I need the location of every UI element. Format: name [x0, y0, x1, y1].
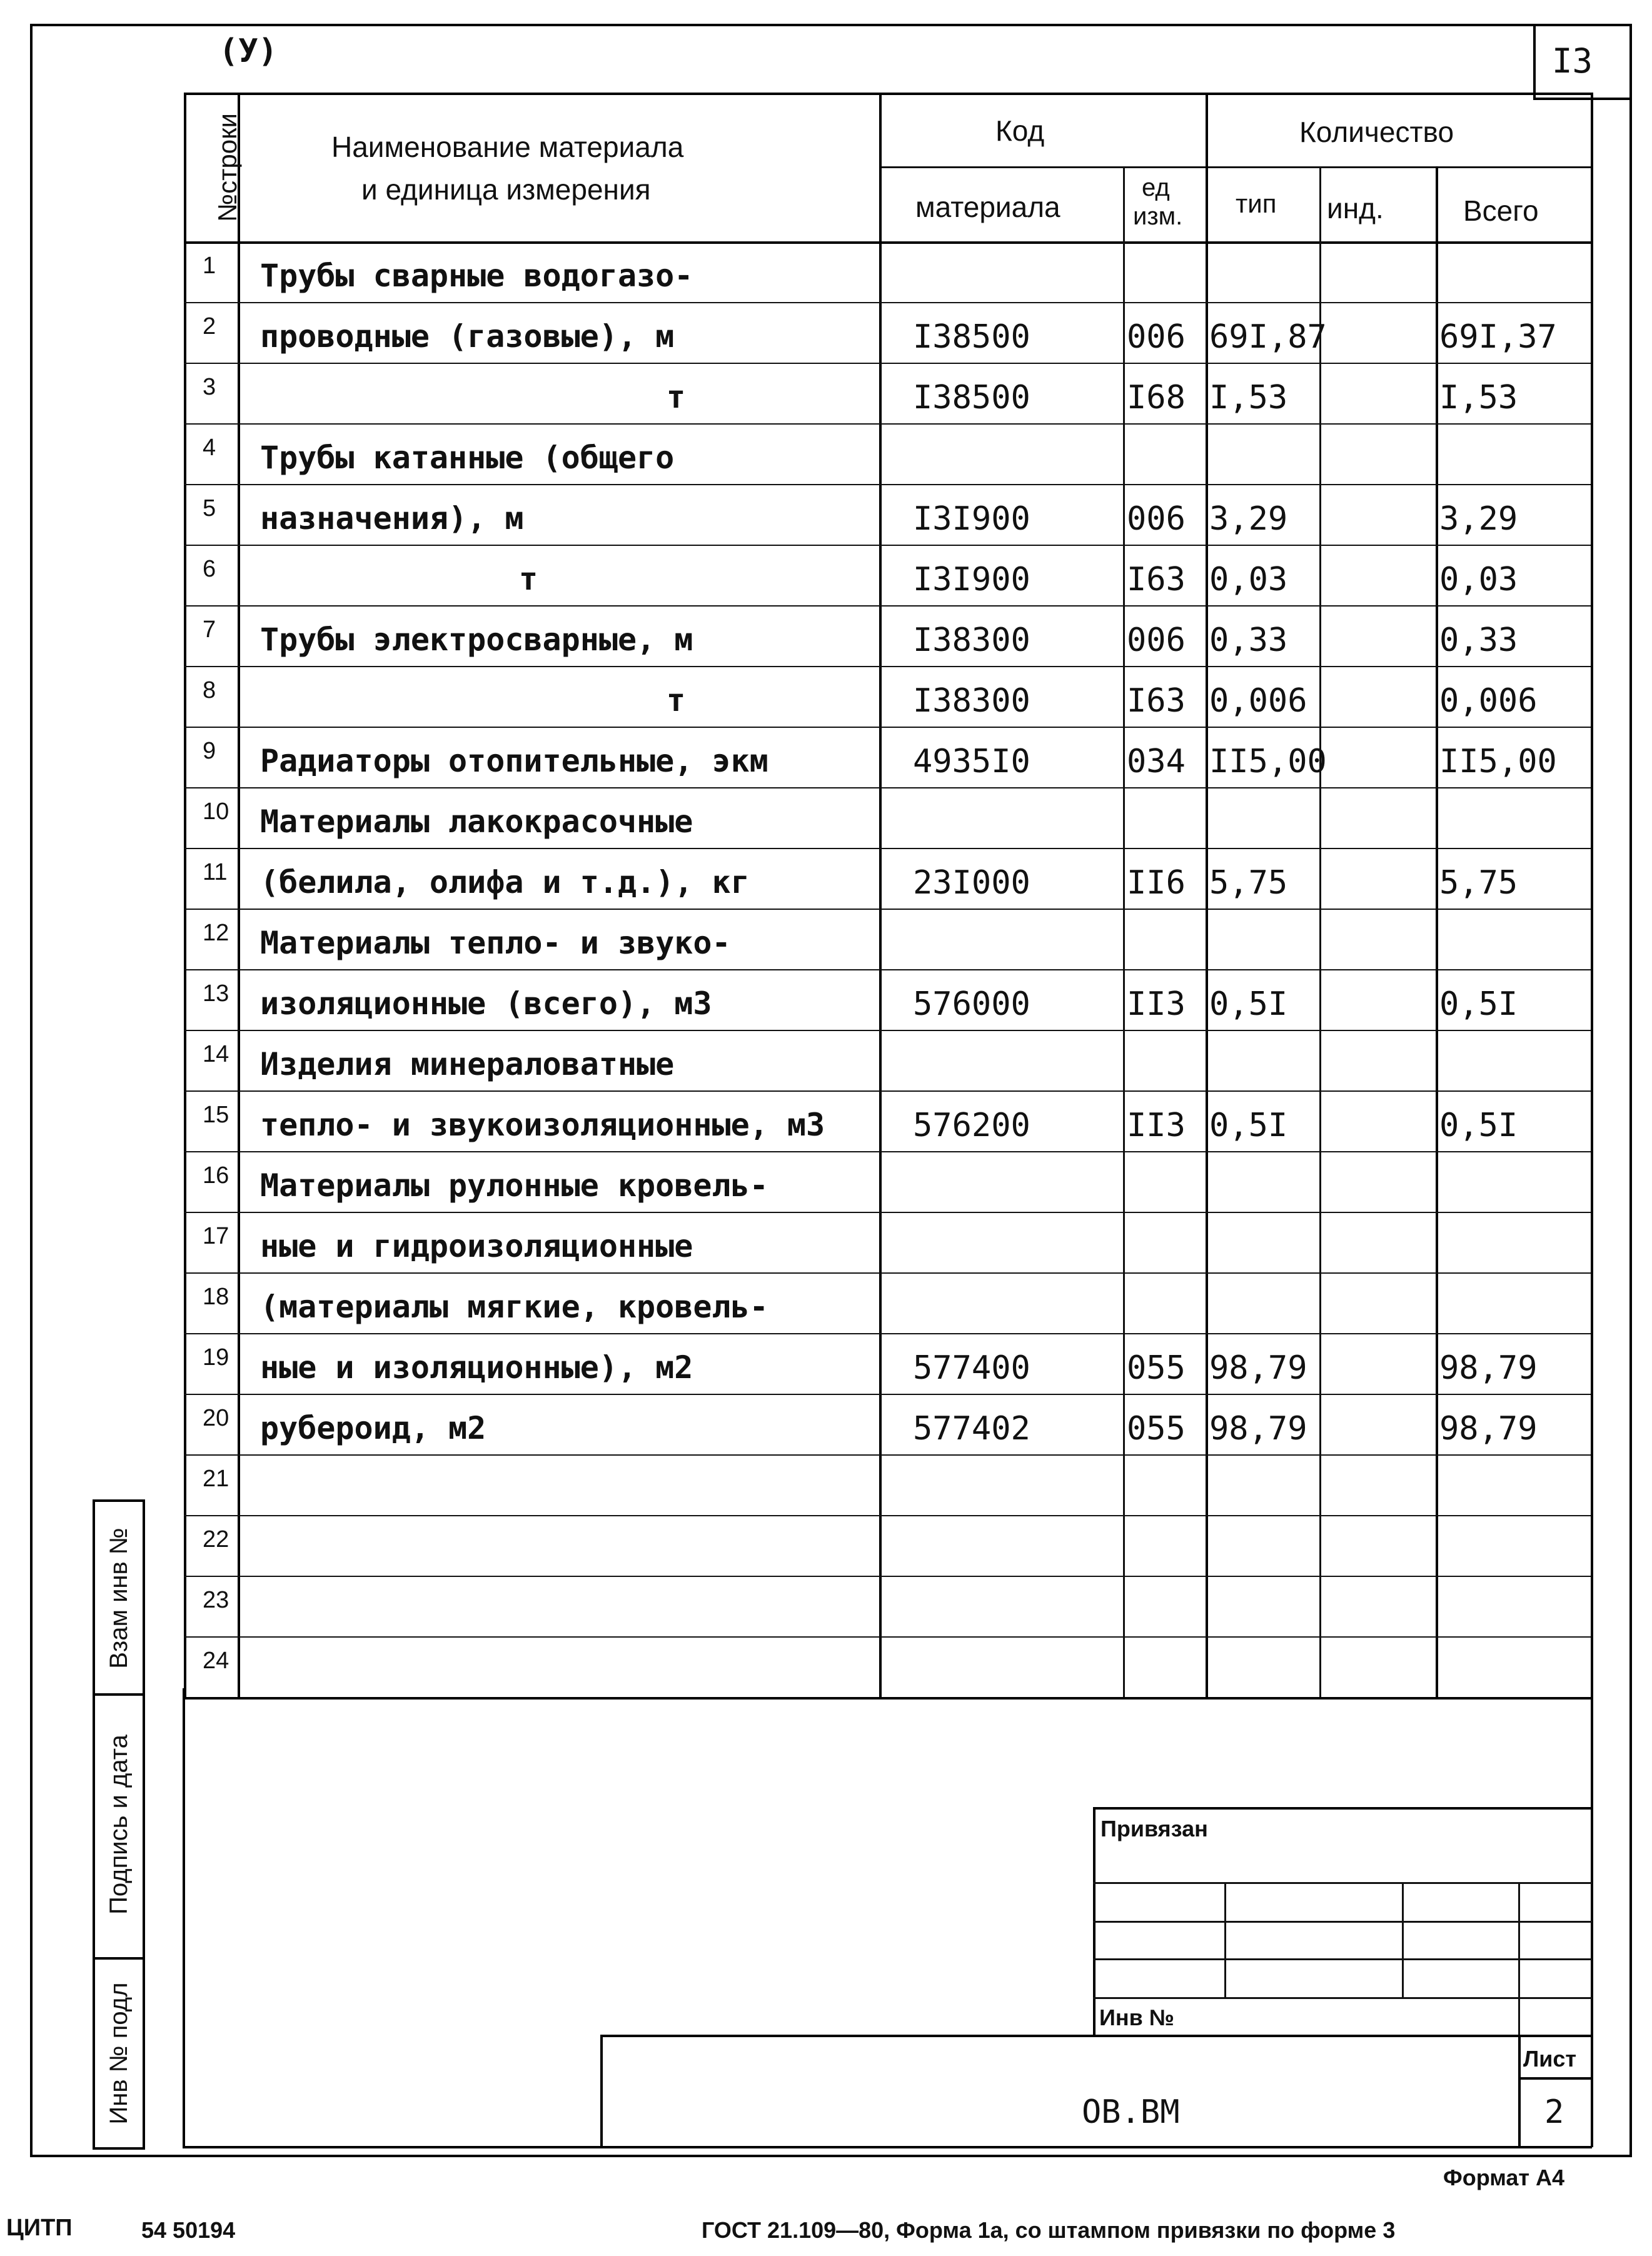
header-individual: инд. [1327, 192, 1384, 224]
quantity-total: 98,79 [1439, 1410, 1538, 1448]
row-number: 24 [203, 1648, 229, 1674]
row-separator [184, 727, 1591, 728]
material-name: Радиаторы отопительные, экм [260, 743, 768, 779]
row-separator [184, 1030, 1591, 1031]
unit-code: II6 [1127, 864, 1186, 902]
unit-code: 006 [1127, 318, 1186, 356]
lower-area-bottom [183, 2146, 1592, 2148]
row-separator [184, 1515, 1591, 1516]
header-row-number: №строки [213, 113, 242, 222]
row-separator [184, 1636, 1591, 1638]
corner-mark: (У) [219, 33, 278, 70]
side-label-replaced-inv: Взам инв № [105, 1528, 133, 1669]
row-separator [184, 909, 1591, 910]
page-number-box-bottom [1533, 98, 1632, 100]
quantity-total: 98,79 [1439, 1349, 1538, 1387]
sheet-label: Лист [1523, 2046, 1577, 2072]
side-strip-right [143, 1499, 145, 2150]
row-number: 3 [203, 374, 216, 400]
material-name: рубероид, м2 [260, 1410, 486, 1446]
material-name: ные и изоляционные), м2 [260, 1349, 693, 1386]
header-material: материала [915, 191, 1060, 223]
row-number: 22 [203, 1526, 229, 1553]
material-code: I38300 [913, 682, 1030, 720]
material-code: I3I900 [913, 561, 1030, 598]
row-number: 7 [203, 617, 216, 643]
table-header-mid [879, 166, 1591, 168]
row-number: 8 [203, 677, 216, 703]
frame-top [30, 24, 1631, 26]
quantity-type: 0,33 [1209, 622, 1288, 659]
material-name: назначения), м [260, 500, 524, 536]
unit-code: II3 [1127, 1107, 1186, 1144]
quantity-type: 0,03 [1209, 561, 1288, 598]
row-separator [184, 605, 1591, 607]
material-name: Трубы сварные водогазо- [260, 258, 693, 294]
side-strip-bottom [93, 2147, 144, 2150]
stamp-line-2 [1093, 1921, 1592, 1923]
material-code: 577400 [913, 1349, 1030, 1387]
unit-code: 034 [1127, 743, 1186, 780]
row-number: 9 [203, 738, 216, 764]
sheet-box-sep [1518, 2077, 1592, 2080]
stamp-attached-label: Привязан [1100, 1816, 1208, 1841]
quantity-total: II5,00 [1439, 743, 1557, 780]
row-number: 1 [203, 253, 216, 279]
quantity-total: 0,03 [1439, 561, 1518, 598]
material-name: (белила, олифа и т.д.), кг [260, 864, 750, 900]
row-number: 6 [203, 556, 216, 582]
side-strip-top [93, 1499, 144, 1502]
unit-code: 055 [1127, 1410, 1186, 1448]
quantity-total: 0,5I [1439, 985, 1518, 1023]
quantity-type: 69I,87 [1209, 318, 1327, 356]
unit-code: 006 [1127, 500, 1186, 538]
row-separator [184, 1151, 1591, 1152]
header-quantity: Количество [1299, 116, 1454, 148]
page-number: I3 [1552, 41, 1593, 81]
row-number: 23 [203, 1587, 229, 1613]
material-name: Трубы электросварные, м [260, 622, 693, 658]
table-header-bottom [184, 241, 1593, 244]
quantity-type: 5,75 [1209, 864, 1288, 902]
header-unit-line1: ед [1142, 174, 1170, 201]
side-label-signature-date: Подпись и дата [105, 1735, 133, 1915]
row-separator [184, 1394, 1591, 1395]
row-separator [184, 363, 1591, 364]
stamp-inv-no-label: Инв № [1099, 2005, 1174, 2030]
row-number: 10 [203, 798, 229, 825]
header-total: Всего [1463, 194, 1539, 227]
quantity-type: II5,00 [1209, 743, 1327, 780]
material-code: 576000 [913, 985, 1030, 1023]
row-separator [184, 423, 1591, 425]
row-number: 13 [203, 980, 229, 1007]
quantity-total: 0,33 [1439, 622, 1518, 659]
material-name: (материалы мягкие, кровель- [260, 1289, 768, 1325]
row-separator [184, 787, 1591, 788]
row-number: 5 [203, 495, 216, 521]
unit-code: I63 [1127, 561, 1186, 598]
header-type: тип [1236, 189, 1277, 218]
row-number: 21 [203, 1466, 229, 1492]
footer-org-code: 54 50194 [141, 2217, 236, 2243]
title-block-top [600, 2035, 1592, 2037]
stamp-col-2 [1402, 1882, 1404, 1998]
row-number: 20 [203, 1405, 229, 1431]
material-name: т [667, 682, 686, 718]
quantity-type: 0,006 [1209, 682, 1307, 720]
stamp-line-1 [1093, 1882, 1592, 1884]
material-code: I3I900 [913, 500, 1030, 538]
material-name: проводные (газовые), м [260, 318, 675, 355]
col-line-code [879, 93, 882, 1697]
row-separator [184, 1333, 1591, 1334]
material-code: I38300 [913, 622, 1030, 659]
row-number: 12 [203, 920, 229, 946]
quantity-type: 98,79 [1209, 1410, 1307, 1448]
stamp-attached-top [1093, 1807, 1592, 1810]
row-separator [184, 1272, 1591, 1274]
title-block-left [600, 2035, 603, 2147]
col-line-total [1436, 166, 1438, 1697]
header-code: Код [995, 114, 1045, 147]
material-name: Материалы тепло- и звуко- [260, 925, 731, 961]
sheet-box-left [1518, 2035, 1521, 2147]
material-name: ные и гидроизоляционные [260, 1228, 693, 1264]
row-number: 19 [203, 1344, 229, 1371]
quantity-type: 3,29 [1209, 500, 1288, 538]
row-separator [184, 545, 1591, 546]
material-code: 577402 [913, 1410, 1030, 1448]
col-line-number [238, 93, 240, 1697]
material-name: изоляционные (всего), м3 [260, 985, 712, 1022]
material-code: I38500 [913, 379, 1030, 416]
material-code: 576200 [913, 1107, 1030, 1144]
header-name-line1: Наименование материала [331, 131, 684, 163]
material-code: 4935I0 [913, 743, 1030, 780]
table-left-border [184, 93, 186, 1700]
material-name: т [519, 561, 538, 597]
row-number: 16 [203, 1162, 229, 1189]
quantity-total: I,53 [1439, 379, 1518, 416]
lower-area-left [183, 1688, 185, 2147]
quantity-total: 5,75 [1439, 864, 1518, 902]
page-number-box-left [1533, 24, 1536, 99]
document-code: ОВ.ВМ [1082, 2093, 1180, 2131]
material-name: Изделия минераловатные [260, 1046, 675, 1082]
material-name: тепло- и звукоизоляционные, м3 [260, 1107, 825, 1143]
material-code: I38500 [913, 318, 1030, 356]
row-number: 4 [203, 435, 216, 461]
frame-bottom [30, 2155, 1632, 2157]
material-name: Материалы рулонные кровель- [260, 1167, 768, 1204]
side-label-inv-original: Инв № подл [105, 1982, 133, 2125]
unit-code: II3 [1127, 985, 1186, 1023]
quantity-type: 0,5I [1209, 985, 1288, 1023]
frame-right [1629, 24, 1632, 2156]
quantity-total: 69I,37 [1439, 318, 1557, 356]
table-top-border [184, 93, 1593, 95]
stamp-col-1 [1224, 1882, 1226, 1998]
side-strip-left [93, 1499, 95, 2150]
unit-code: 006 [1127, 622, 1186, 659]
stamp-line-3 [1093, 1958, 1592, 1960]
footer-standard: ГОСТ 21.109—80, Форма 1а, со штампом привязки по форме 3 [702, 2217, 1396, 2243]
footer-org: ЦИТП [6, 2215, 73, 2241]
table-bottom-border [184, 1697, 1593, 1700]
unit-code: I68 [1127, 379, 1186, 416]
stamp-line-4 [1093, 1997, 1592, 1999]
row-separator [184, 1212, 1591, 1213]
row-separator [184, 302, 1591, 303]
quantity-type: 0,5I [1209, 1107, 1288, 1144]
row-separator [184, 969, 1591, 970]
row-number: 11 [203, 859, 228, 885]
material-name: т [667, 379, 686, 415]
col-line-ind [1319, 166, 1321, 1697]
quantity-total: 0,5I [1439, 1107, 1518, 1144]
col-line-type [1206, 93, 1208, 1697]
stamp-col-3 [1518, 1882, 1520, 2036]
row-separator [184, 1090, 1591, 1092]
row-separator [184, 1576, 1591, 1577]
quantity-type: 98,79 [1209, 1349, 1307, 1387]
quantity-type: I,53 [1209, 379, 1288, 416]
col-line-unit [1123, 166, 1125, 1697]
row-separator [184, 848, 1591, 849]
header-unit-line2: изм. [1133, 203, 1183, 230]
sheet-number: 2 [1544, 2093, 1564, 2131]
unit-code: I63 [1127, 682, 1186, 720]
row-separator [184, 1454, 1591, 1456]
quantity-total: 3,29 [1439, 500, 1518, 538]
row-separator [184, 666, 1591, 667]
footer-format: Формат А4 [1443, 2165, 1565, 2190]
frame-left [30, 24, 33, 2156]
row-number: 15 [203, 1102, 229, 1128]
row-separator [184, 484, 1591, 485]
row-number: 14 [203, 1041, 229, 1067]
material-name: Материалы лакокрасочные [260, 803, 693, 840]
row-number: 17 [203, 1223, 229, 1249]
row-number: 2 [203, 313, 216, 340]
row-number: 18 [203, 1284, 229, 1310]
quantity-total: 0,006 [1439, 682, 1538, 720]
header-name-line2: и единица измерения [361, 173, 651, 206]
material-name: Трубы катанные (общего [260, 440, 675, 476]
unit-code: 055 [1127, 1349, 1186, 1387]
table-right-border [1591, 93, 1593, 1700]
material-code: 23I000 [913, 864, 1030, 902]
